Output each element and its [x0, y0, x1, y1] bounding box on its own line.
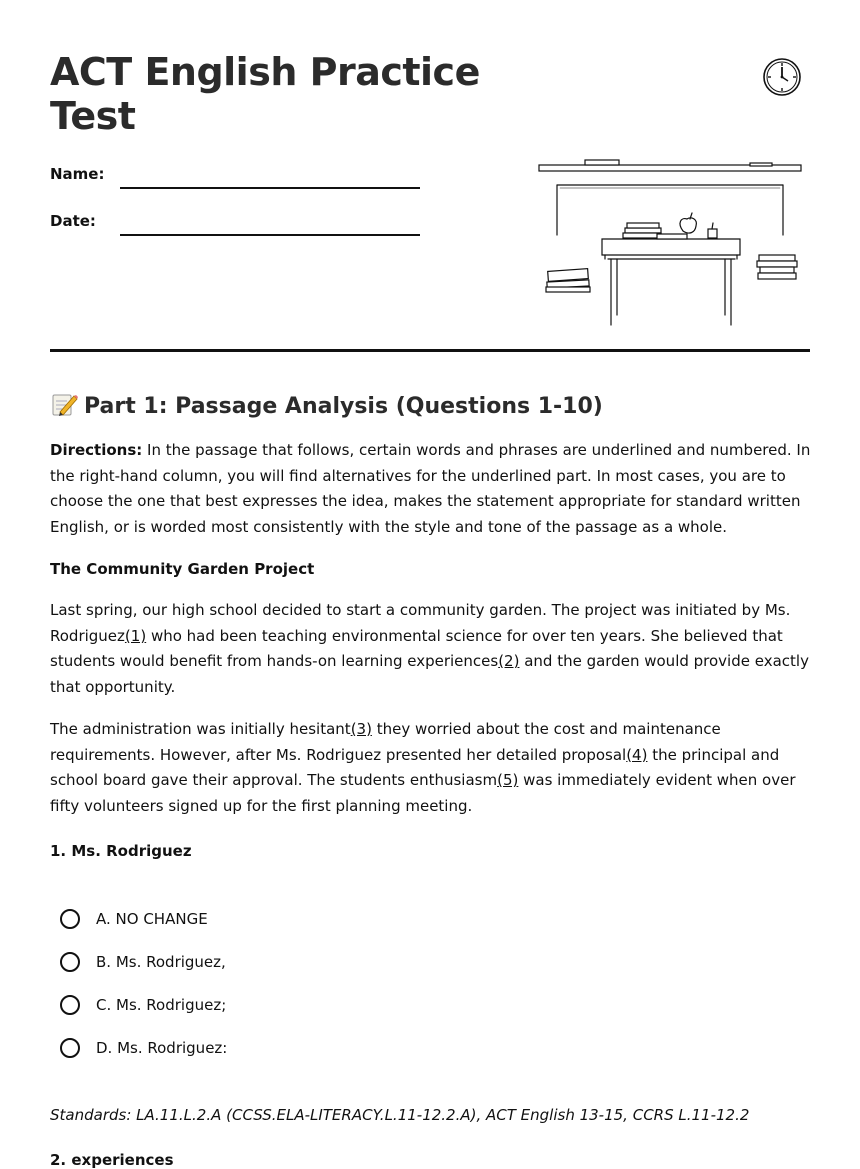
page-title: ACT English Practice Test [50, 50, 480, 138]
option-label: C. Ms. Rodriguez; [96, 996, 227, 1014]
directions-label: Directions: [50, 441, 143, 459]
question-1-title: 1. Ms. Rodriguez [50, 842, 192, 860]
clock-icon [762, 57, 802, 97]
section-heading-text: Part 1: Passage Analysis (Questions 1-10) [84, 394, 603, 419]
radio-button[interactable] [60, 1038, 80, 1058]
question-2-title: 2. experiences [50, 1151, 174, 1169]
passage-text: who had been teaching environmental science for over ten years. She believed that students would benefit from hands-on learning experiences [50, 626, 783, 671]
passage-title: The Community Garden Project [50, 560, 315, 578]
radio-button[interactable] [60, 909, 80, 929]
option-label: A. NO CHANGE [96, 910, 208, 928]
passage-text: was immediately evident when over fifty volunteers signed up for the first planning meeting. [50, 771, 796, 816]
radio-button[interactable] [60, 952, 80, 972]
question-ref-3[interactable]: (3) [350, 720, 372, 738]
question-ref-4[interactable]: (4) [626, 745, 648, 764]
header-divider [50, 349, 810, 352]
memo-icon [50, 390, 78, 418]
passage-text: Last spring, our high school decided to start a community garden. The project was initiated by Ms. Rodriguez [50, 601, 791, 645]
date-field[interactable] [120, 234, 420, 236]
passage-text: they worried about the cost and maintenance requirements. However, after Ms. Rodriguez presented her detailed proposal [50, 720, 721, 764]
directions-text: In the passage that follows, certain words and phrases are underlined and numbered. In the right-hand column, you will find alternatives for the underlined part. In most cases, you are to choose the one that best expresses the idea, makes the statement appropriate for standard written English, or is worded most consistently with the style and tone of the passage as a whole. [50, 441, 811, 537]
answer-option-d[interactable] [60, 1035, 227, 1061]
date-label: Date: [50, 212, 96, 230]
classroom-illustration [535, 155, 805, 330]
question-ref-5[interactable]: (5) [497, 771, 519, 790]
radio-button[interactable] [60, 995, 80, 1015]
question-ref-2[interactable]: (2) [498, 652, 520, 671]
option-label: B. Ms. Rodriguez, [96, 953, 226, 971]
question-ref-1[interactable]: (1) [124, 626, 147, 645]
option-label: D. Ms. Rodriguez: [96, 1039, 228, 1057]
section-heading [50, 390, 603, 419]
passage-paragraph-2 [50, 717, 812, 820]
answer-option-a[interactable] [60, 906, 208, 932]
passage-text: the principal and school board gave their approval. The students enthusiasm [50, 745, 780, 790]
passage-text: The administration was initially hesitant [50, 720, 351, 738]
name-label: Name: [50, 165, 105, 183]
answer-option-b[interactable] [60, 949, 226, 975]
passage-paragraph-1 [50, 598, 812, 701]
passage-text: and the garden would provide exactly that opportunity. [50, 652, 809, 697]
standards-note: Standards: LA.11.L.2.A (CCSS.ELA-LITERACY.L.11-12.2.A), ACT English 13-15, CCRS L.11-12.2 [50, 1106, 750, 1124]
name-field[interactable] [120, 187, 420, 189]
directions [50, 438, 812, 541]
answer-option-c[interactable] [60, 992, 226, 1018]
